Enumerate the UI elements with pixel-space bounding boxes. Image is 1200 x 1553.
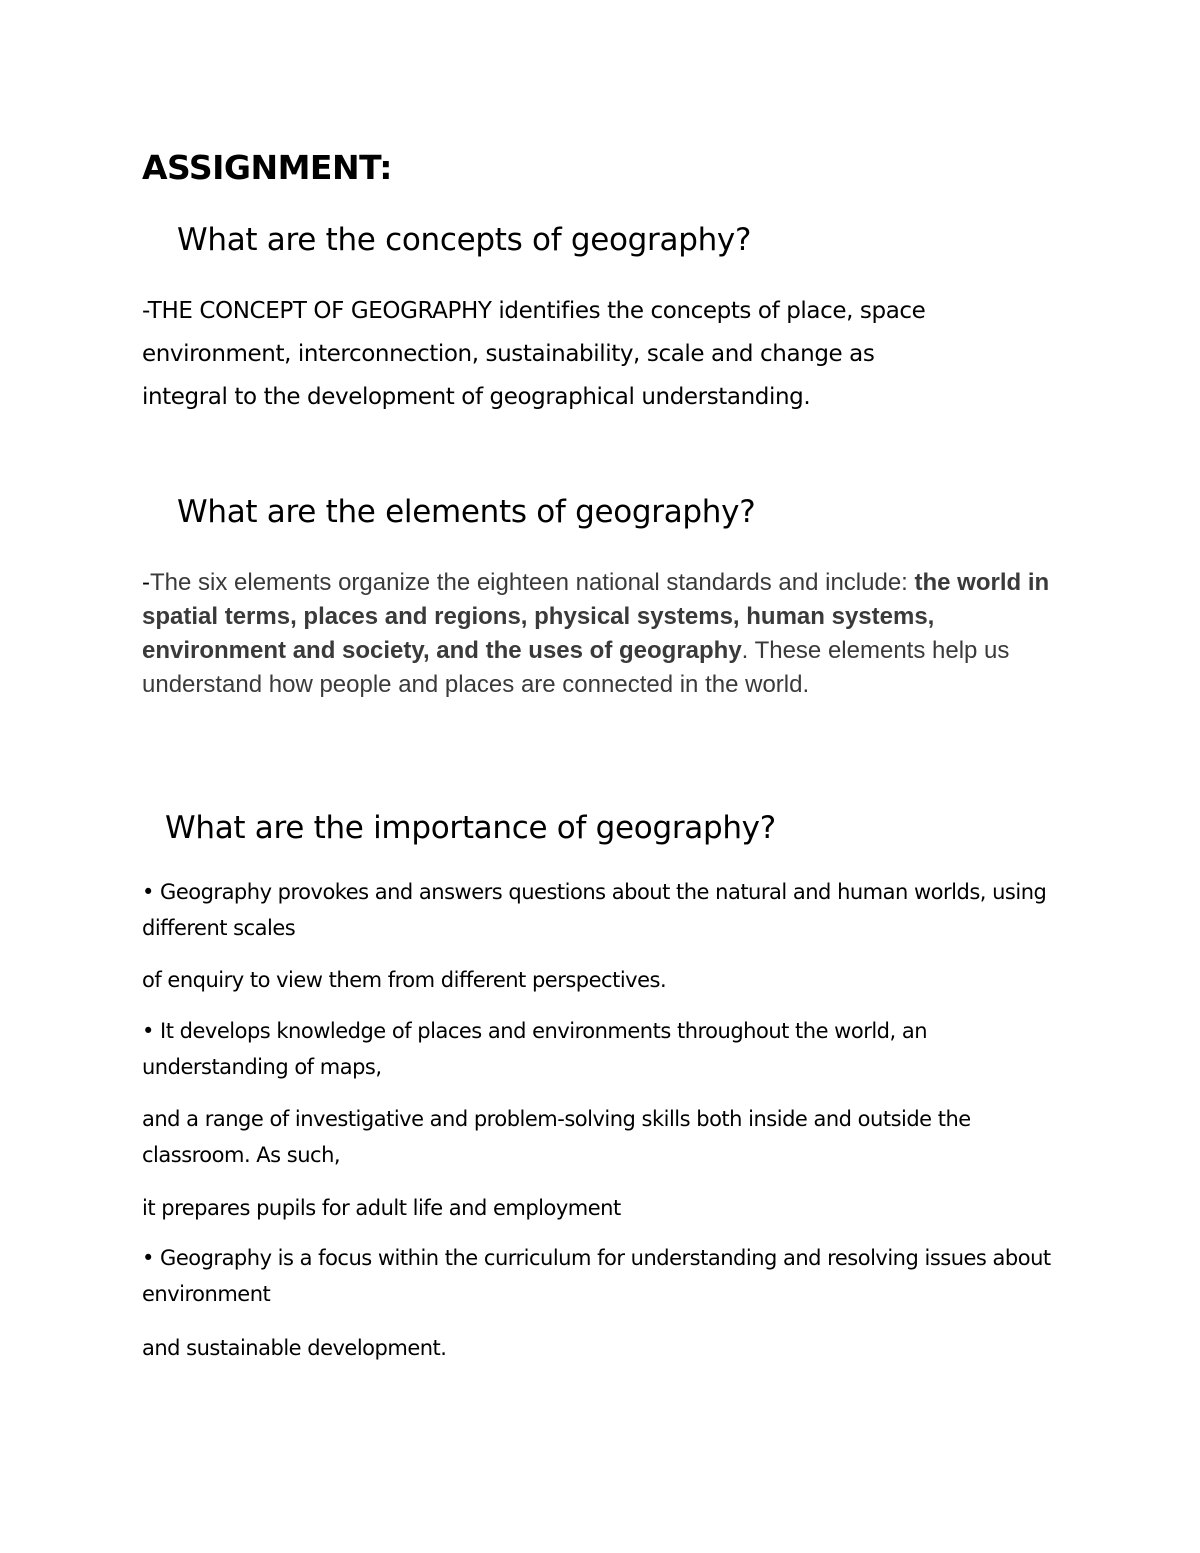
document-title: ASSIGNMENT: — [142, 148, 392, 187]
concepts-answer-line-1 — [142, 290, 1072, 333]
elements-answer-dash: - — [142, 569, 150, 596]
importance-line-2: of enquiry to view them from different perspectives. — [142, 968, 667, 992]
elements-answer-tail: . These elements help us understand how people and places are connected in the world. — [142, 637, 1010, 698]
importance-question: What are the importance of geography? — [165, 810, 776, 846]
concepts-answer — [142, 290, 1072, 419]
elements-question: What are the elements of geography? — [177, 494, 756, 530]
elements-answer — [142, 566, 1052, 702]
importance-line-4: and a range of investigative and problem-solving skills both inside and outside the classroom. As such, — [142, 1107, 971, 1167]
concepts-question: What are the concepts of geography? — [177, 222, 752, 258]
concepts-answer-line-3: integral to the development of geographical understanding. — [142, 384, 811, 410]
importance-line-1: • Geography provokes and answers questions about the natural and human worlds, using different scales — [142, 880, 1047, 940]
concepts-answer-caps: THE CONCEPT OF GEOGRAPHY — [147, 298, 492, 324]
concepts-answer-line-2: environment, interconnection, sustainability, scale and change as — [142, 341, 875, 367]
concepts-answer-dash: - — [142, 298, 148, 324]
concepts-answer-rest: identifies the concepts of place, space — [491, 298, 926, 324]
elements-answer-intro: The six elements organize the eighteen national standards and include: — [150, 569, 915, 596]
elements-answer-bold: the world in spatial terms, places and regions, physical systems, human systems, environment and society, and the uses of geography — [142, 569, 1050, 664]
importance-line-7: and sustainable development. — [142, 1336, 447, 1360]
importance-line-3: • It develops knowledge of places and environments throughout the world, an understanding of maps, — [142, 1019, 928, 1079]
importance-line-5: it prepares pupils for adult life and employment — [142, 1196, 621, 1220]
importance-line-6: • Geography is a focus within the curriculum for understanding and resolving issues about environment — [142, 1246, 1051, 1306]
